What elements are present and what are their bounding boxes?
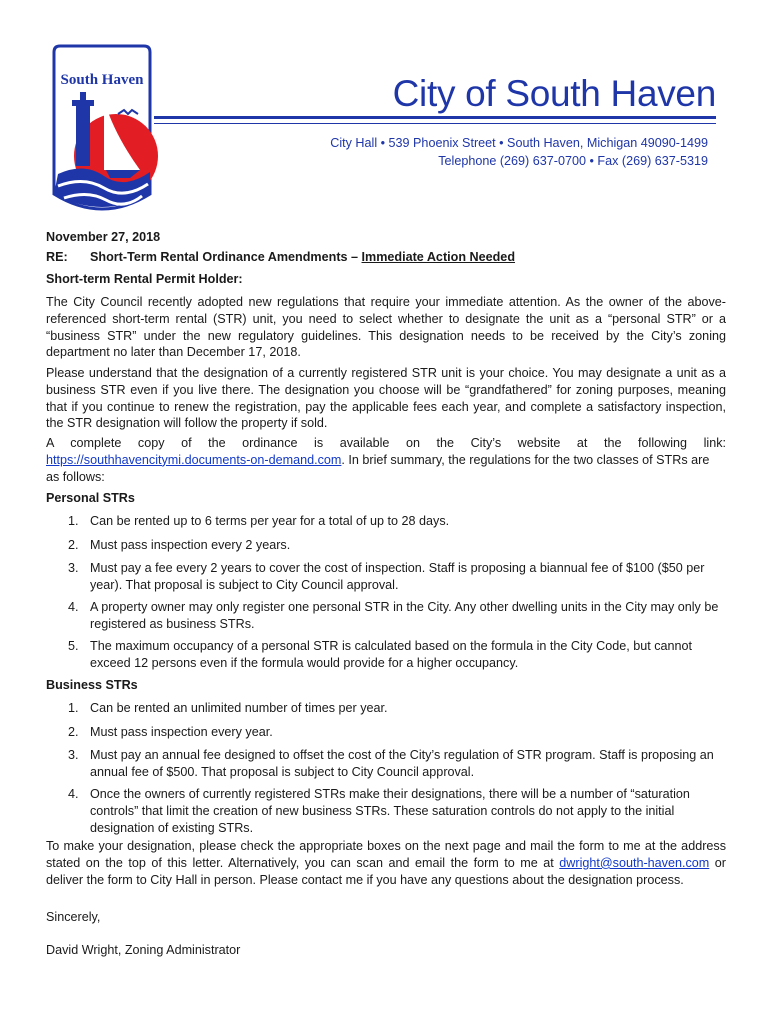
city-logo xyxy=(44,44,160,220)
paragraph-3-rest: . In brief summary, the regulations for the two classes of STRs are as follows: xyxy=(46,452,710,484)
city-title: City of South Haven xyxy=(392,73,716,114)
letter-date: November 27, 2018 xyxy=(46,230,161,244)
list-item-text: Must pass inspection every year. xyxy=(90,725,273,739)
closing-text: To make your designation, please check the appropriate boxes on the next page and mail the form to me at the address stated on the top of this letter. Alternatively, you can scan and email the form to me at xyxy=(46,839,726,870)
paragraph-2: Please understand that the designation of a currently registered STR unit is your choice. You may designate a unit as a business STR even if you live there. The designation you choose will be “grandfathered” for zoning purposes, meaning that if you continue to renew the registration, pay the applicable fees each year, and complete a satisfactory inspection, the STR designation will follow the property if sold. xyxy=(46,366,726,431)
logo-text: South Haven xyxy=(60,72,144,88)
re-subject-text: Short-Term Rental Ordinance Amendments – xyxy=(90,250,362,264)
list-item-number: 2. xyxy=(68,725,79,739)
header-rule xyxy=(154,116,716,119)
header-rule-thin xyxy=(154,123,716,124)
list-item-text: Can be rented up to 6 terms per year for a total of up to 28 days. xyxy=(90,514,450,528)
list-item-text: A property owner may only register one personal STR in the City. Any other dwelling units in the City may only be registered as business STRs. xyxy=(90,600,719,631)
email-link[interactable]: dwright@south-haven.com xyxy=(559,855,710,870)
re-subject xyxy=(90,249,515,266)
list-item-number: 4. xyxy=(68,787,79,801)
list-item-number: 2. xyxy=(68,538,79,552)
list-item-text: Can be rented an unlimited number of times per year. xyxy=(90,701,388,715)
list-item-number: 1. xyxy=(68,514,79,528)
re-label: RE: xyxy=(46,250,68,264)
list-item-number: 3. xyxy=(68,561,79,575)
list-item-number: 4. xyxy=(68,600,79,614)
list-item-number: 3. xyxy=(68,748,79,762)
list-item-text: Must pay an annual fee designed to offset the cost of the City’s regulation of STR program. Staff is proposing an annual fee of $500. That proposal is subject to City Council approval. xyxy=(90,748,714,779)
list-item-text: Must pass inspection every 2 years. xyxy=(90,538,291,552)
business-strs-heading: Business STRs xyxy=(46,678,138,692)
paragraph-1: The City Council recently adopted new regulations that require your immediate attention. As the owner of the above-referenced short-term rental (STR) unit, you need to select whether to designate the unit as a “personal STR” or a “business STR” under the new regulatory guidelines. This designation needs to be received by the City’s zoning department no later than December 17, 2018. xyxy=(46,295,726,360)
ordinance-link[interactable]: https://southhavencitymi.documents-on-demand.com xyxy=(46,452,342,467)
re-line xyxy=(46,249,726,266)
signature-name: David Wright, Zoning Administrator xyxy=(46,943,241,957)
signoff: Sincerely, xyxy=(46,910,101,924)
list-item-number: 5. xyxy=(68,639,79,653)
closing-paragraph xyxy=(46,838,726,888)
list-item-text: The maximum occupancy of a personal STR is calculated based on the formula in the City Code, but cannot exceed 12 persons even if the formula would provide for a higher occupancy. xyxy=(90,639,693,670)
personal-strs-heading: Personal STRs xyxy=(46,491,135,505)
phone-line: Telephone (269) 637-0700 • Fax (269) 637-5319 xyxy=(438,154,708,168)
salutation: Short-term Rental Permit Holder: xyxy=(46,272,243,286)
list-item-text: Once the owners of currently registered STRs make their designations, there will be a number of “saturation controls” that limit the creation of new business STRs. These saturation controls do not apply to the initial designation of existing STRs. xyxy=(90,787,690,835)
paragraph-3-first-line: A complete copy of the ordinance is available on the City’s website at the following link: xyxy=(46,436,726,450)
list-item-text: Must pay a fee every 2 years to cover the cost of inspection. Staff is proposing a biannual fee of $100 ($50 per year). That proposal is subject to City Council approval. xyxy=(90,561,705,592)
list-item-number: 1. xyxy=(68,701,79,715)
address-line: City Hall • 539 Phoenix Street • South Haven, Michigan 49090-1499 xyxy=(330,136,708,150)
closing-text-end: or deliver the form to City Hall in person. Please contact me if you have any questions about the designation process. xyxy=(46,855,726,887)
paragraph-3 xyxy=(46,435,726,485)
re-subject-urgent: Immediate Action Needed xyxy=(361,250,516,264)
